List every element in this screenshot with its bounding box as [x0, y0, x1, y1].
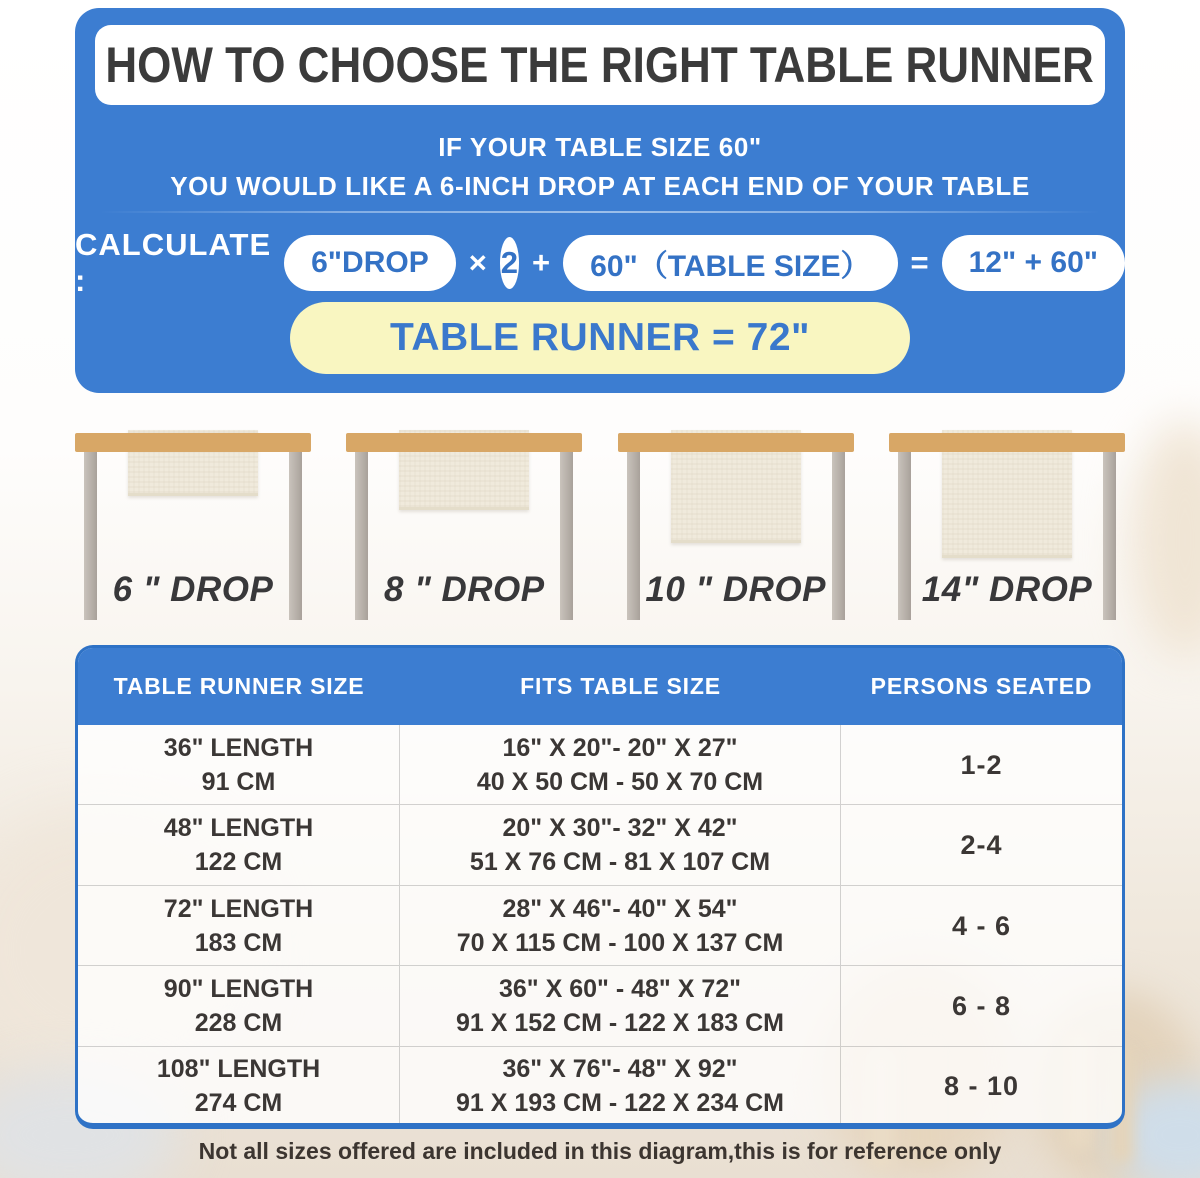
persons-count: 2-4 [960, 830, 1003, 861]
tabletop [889, 433, 1125, 452]
runner-length-inches: 48" LENGTH [163, 814, 314, 843]
fits-size-cell [400, 805, 841, 884]
fits-size-cm: 70 X 115 CM - 100 X 137 CM [456, 928, 784, 957]
persons-cell [841, 1047, 1122, 1126]
table-row [78, 1046, 1122, 1126]
drop-label: 8 " DROP [384, 570, 545, 609]
runner-size-cell [78, 725, 400, 804]
persons-count: 1-2 [960, 749, 1003, 780]
table-row [78, 804, 1122, 884]
multiplier-badge: 2 [500, 237, 519, 289]
fits-size-inches: 20" X 30"- 32" X 42" [502, 814, 738, 843]
page-title: HOW TO CHOOSE THE RIGHT TABLE RUNNER [105, 37, 1095, 93]
calculation-row [75, 227, 1125, 298]
drop-label: 6 " DROP [112, 570, 274, 609]
runner-size-cell [78, 886, 400, 965]
fits-size-cell [400, 966, 841, 1045]
size-chart-body [78, 725, 1122, 1126]
background-blur-blob [1130, 420, 1200, 660]
subtitle-line-2: YOU WOULD LIKE A 6-INCH DROP AT EACH END OF YOUR TABLE [170, 171, 1030, 201]
runner-result-pill: TABLE RUNNER = 72" [290, 302, 910, 374]
fits-size-cell [400, 886, 841, 965]
drop-example-figure [75, 433, 311, 633]
runner-size-cell [78, 1047, 400, 1126]
persons-count: 8 - 10 [943, 1071, 1020, 1102]
table-size-pill: 60"（TABLE SIZE） [563, 235, 897, 291]
sum-pill: 12" + 60" [942, 235, 1125, 291]
footer-note: Not all sizes offered are included in this diagram,this is for reference only [198, 1138, 1002, 1164]
fits-size-inches: 16" X 20"- 20" X 27" [502, 733, 738, 762]
drop-pill: 6"DROP [284, 235, 456, 291]
persons-cell [841, 966, 1122, 1045]
drop-label: 10 " DROP [645, 570, 826, 609]
title-box [95, 25, 1105, 105]
runner-size-cell [78, 966, 400, 1045]
runner-length-cm: 274 CM [194, 1089, 283, 1118]
tabletop [618, 433, 854, 452]
runner-length-cm: 91 CM [201, 767, 276, 796]
runner-length-inches: 108" LENGTH [156, 1055, 321, 1084]
persons-cell [841, 805, 1122, 884]
persons-cell [841, 725, 1122, 804]
table-row [78, 725, 1122, 804]
drop-example-figure [889, 433, 1125, 633]
fits-size-cm: 40 X 50 CM - 50 X 70 CM [476, 767, 764, 796]
subtitle-line-1: IF YOUR TABLE SIZE 60" [438, 132, 762, 162]
size-chart-header [78, 648, 1122, 725]
column-header-runner-size: TABLE RUNNER SIZE [113, 673, 365, 699]
table-row [78, 885, 1122, 965]
fits-size-cell [400, 725, 841, 804]
drop-label: 14" DROP [921, 570, 1093, 609]
runner-length-inches: 72" LENGTH [163, 894, 314, 923]
persons-cell [841, 886, 1122, 965]
fits-size-cm: 51 X 76 CM - 81 X 107 CM [469, 848, 771, 877]
fits-size-cell [400, 1047, 841, 1126]
fits-size-cm: 91 X 193 CM - 122 X 234 CM [456, 1089, 784, 1118]
header-panel [75, 8, 1125, 393]
persons-count: 4 - 6 [951, 910, 1012, 941]
drop-example-figure [346, 433, 582, 633]
column-header-persons: PERSONS SEATED [870, 673, 1093, 699]
divider-line [100, 211, 1100, 213]
calculate-label: CALCULATE : [75, 227, 272, 298]
tabletop [346, 433, 582, 452]
runner-size-cell [78, 805, 400, 884]
runner-length-inches: 36" LENGTH [163, 733, 314, 762]
drop-example-figure [618, 433, 854, 633]
multiply-sign: × [468, 245, 487, 280]
fits-size-inches: 28" X 46"- 40" X 54" [502, 894, 738, 923]
runner-length-cm: 228 CM [194, 1008, 283, 1037]
runner-length-cm: 183 CM [194, 928, 283, 957]
plus-sign: + [532, 245, 551, 280]
drop-examples-row [75, 433, 1125, 633]
fits-size-cm: 91 X 152 CM - 122 X 183 CM [456, 1008, 784, 1037]
equals-sign: = [910, 245, 929, 280]
persons-count: 6 - 8 [951, 990, 1012, 1021]
size-chart-panel [75, 645, 1125, 1129]
runner-length-inches: 90" LENGTH [163, 974, 314, 1003]
fits-size-inches: 36" X 76"- 48" X 92" [502, 1055, 738, 1084]
runner-length-cm: 122 CM [194, 848, 283, 877]
column-header-fits-size: FITS TABLE SIZE [520, 673, 721, 699]
tabletop [75, 433, 311, 452]
table-row [78, 965, 1122, 1045]
result-row [75, 302, 1125, 374]
fits-size-inches: 36" X 60" - 48" X 72" [499, 974, 741, 1003]
